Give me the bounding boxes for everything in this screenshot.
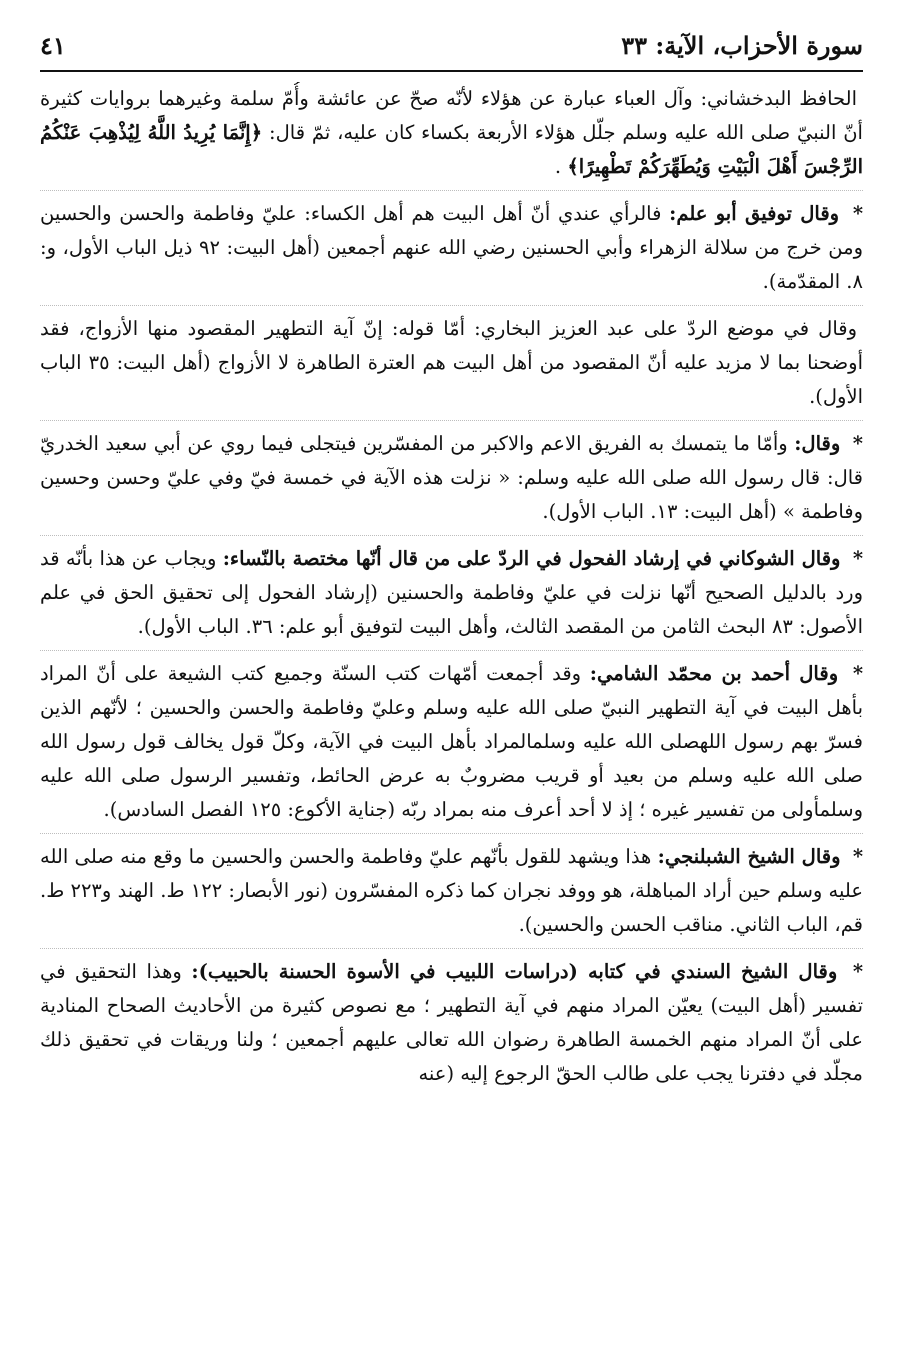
quran-verse: ﴿إِنَّمَا يُرِيدُ اللَّهُ لِيُذْهِبَ عَنْكُمُ الرِّجْسَ أَهْلَ الْبَيْتِ وَيُطَهِّرَكُمْ تَطْهِيرًا﴾ bbox=[40, 121, 863, 178]
body-text bbox=[40, 82, 863, 1361]
paragraph-lead: وقال الشيخ الشبلنجي: bbox=[657, 845, 841, 868]
paragraph-star: * bbox=[852, 662, 863, 685]
paragraph-text: ويجاب عن هذا بأنّه قد ورد بالدليل الصحيح أنّها نزلت في عليّ وفاطمة والحسنين (إرشاد الفحول إلى تحقيق الحق في علم الأصول: ٨٣ البحث الثامن من المقصد الثالث، وأهل البيت لتوفيق أبو علم: ٣٦. الباب الأول). bbox=[40, 547, 863, 638]
paragraph-6 bbox=[40, 650, 863, 827]
paragraph-4 bbox=[40, 420, 863, 529]
page-number: ٤١ bbox=[40, 30, 66, 60]
paragraph-1 bbox=[40, 82, 863, 184]
paragraph-star: * bbox=[852, 432, 863, 455]
paragraph-text: وأمّا ما يتمسك به الفريق الاعم والاكبر من المفسّرين فيتجلى فيما روي عن أبي سعيد الخدريّ قال: قال رسول الله صلى الله عليه وسلم: « نزلت هذه الآية في خمسة فيّ وفي عليّ وحسن وحسين وفاطمة » (أهل البيت: ١٣. الباب الأول). bbox=[40, 432, 863, 523]
paragraph-lead: وقال توفيق أبو علم: bbox=[669, 202, 840, 225]
paragraph-text: وهذا التحقيق في تفسير (أهل البيت) يعيّن المراد منهم في آية التطهير ؛ مع نصوص كثيرة من الأحاديث الصحاح المنادية على أنّ المراد منهم الخمسة الطاهرة رضوان الله تعالى عليهم أجمعين ؛ ولنا وريقات في تحقيق ذلك مجلّد في دفترنا يجب على طالب الحقّ الرجوع إليه (عنه bbox=[40, 960, 863, 1085]
paragraph-text: وقد أجمعت أمّهات كتب السنّة وجميع كتب الشيعة على أنّ المراد بأهل البيت في آية التطهير النبيّ صلى الله عليه وسلم وعليّ وفاطمة والحسن والحسين ؛ لأنّهم الذين فسرّ بهم رسول اللهصلى الله عليه وسلمالمراد بأهل البيت في الآية، وكلّ قول يخالف قول رسول الله صلى الله عليه وسلم من بعيد أو قريب مضروبٌ به عرض الحائط، وتفسير الرسول صلى الله عليه وسلمأولى من تفسير غيره ؛ إذ لا أحد أعرف منه بمراد ربّه (جناية الأكوع: ١٢٥ الفصل السادس). bbox=[40, 662, 863, 821]
paragraph-lead: وقال أحمد بن محمّد الشامي: bbox=[589, 662, 839, 685]
paragraph-star: * bbox=[852, 960, 863, 983]
paragraph-8 bbox=[40, 948, 863, 1091]
running-title: سورة الأحزاب، الآية: ٣٣ bbox=[621, 30, 863, 60]
paragraph-7 bbox=[40, 833, 863, 942]
paragraph-tail: . bbox=[554, 155, 562, 178]
header-rule bbox=[40, 70, 863, 72]
paragraph-lead: وقال: bbox=[794, 432, 841, 455]
paragraph-lead: وقال الشيخ السندي في كتابه (دراسات اللبيب في الأسوة الحسنة بالحبيب): bbox=[191, 960, 838, 983]
paragraph-text: هذا ويشهد للقول بأنّهم عليّ وفاطمة والحسن والحسين ما وقع منه صلى الله عليه وسلم حين أراد المباهلة، هو ووفد نجران كما ذكره المفسّرون (نور الأبصار: ١٢٢ ط. الهند و٢٢٣ ط. قم، الباب الثاني. مناقب الحسن والحسين). bbox=[40, 845, 863, 936]
paragraph-star: * bbox=[852, 547, 863, 570]
paragraph-star: * bbox=[852, 845, 863, 868]
paragraph-3 bbox=[40, 305, 863, 414]
paragraph-5 bbox=[40, 535, 863, 644]
page-header bbox=[40, 22, 863, 68]
paragraph-text: الحافظ البدخشاني: وآل العباء عبارة عن هؤلاء لأنّه صحّ عن عائشة وأُمّ سلمة وغيرهما بروايات كثيرة أنّ النبيّ صلى الله عليه وسلم جلّل هؤلاء الأربعة بكساء كان عليه، ثمّ قال: bbox=[40, 87, 863, 144]
paragraph-star: * bbox=[852, 202, 863, 225]
paragraph-2 bbox=[40, 190, 863, 299]
paragraph-text: فالرأي عندي أنّ أهل البيت هم أهل الكساء: عليّ وفاطمة والحسن والحسين ومن خرج من سلالة الزهراء وأبي الحسنين رضي الله عنهم أجمعين (أهل البيت: ٩٢ ذيل الباب الأول، و: ٨. المقدّمة). bbox=[40, 202, 863, 293]
paragraph-lead: وقال الشوكاني في إرشاد الفحول في الردّ على من قال أنّها مختصة بالنّساء: bbox=[222, 547, 841, 570]
paragraph-text: وقال في موضع الردّ على عبد العزيز البخاري: أمّا قوله: إنّ آية التطهير المقصود منها الأزواج، فقد أوضحنا بما لا مزيد عليه أنّ المقصود من أهل البيت هم العترة الطاهرة لا الأزواج (أهل البيت: ٣٥ الباب الأول). bbox=[40, 317, 863, 408]
